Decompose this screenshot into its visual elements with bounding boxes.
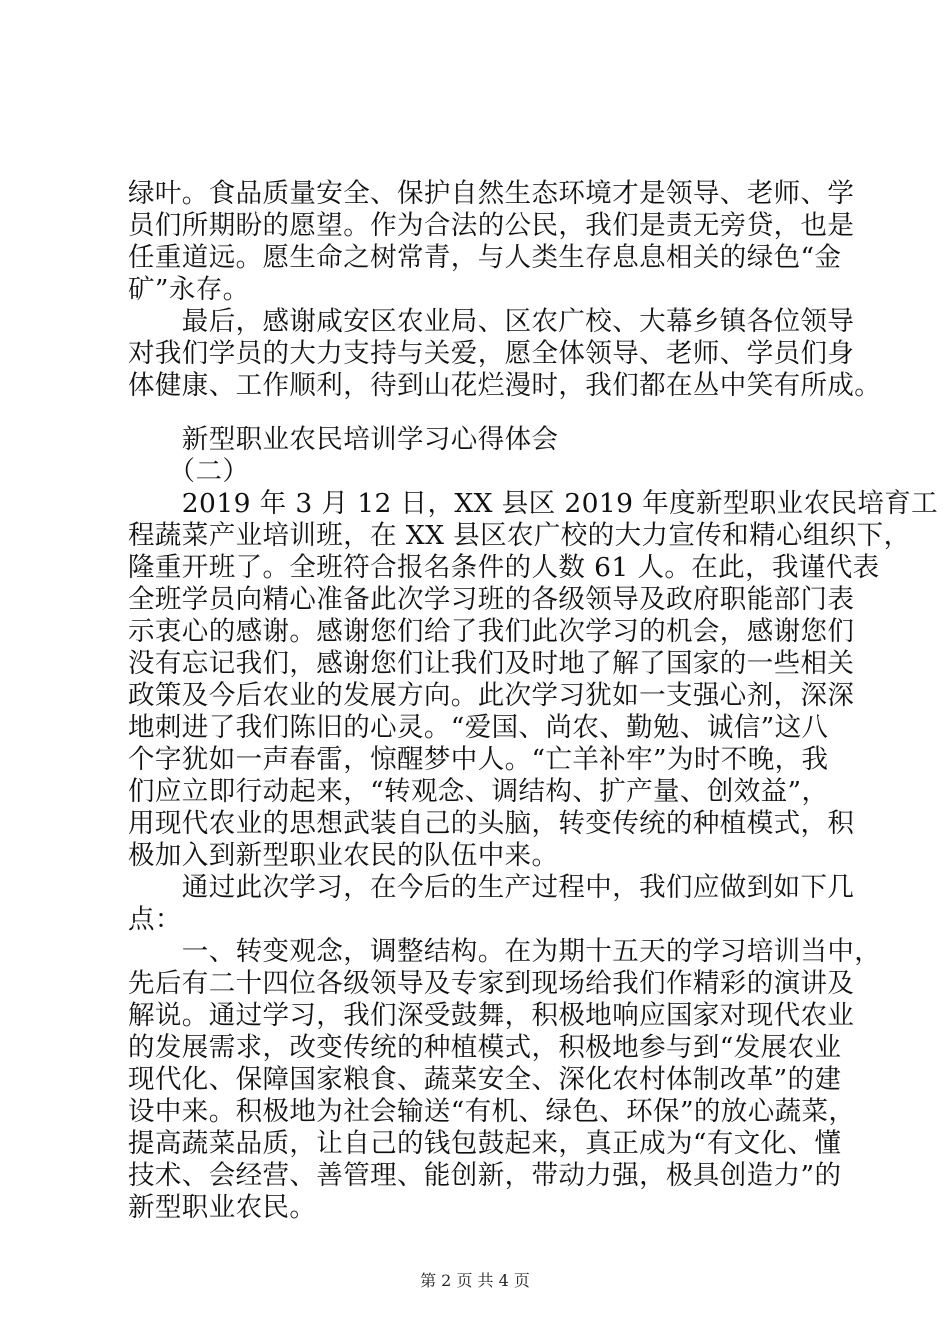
text-line: 点： [128,904,182,935]
text-line: 新型职业农民。 [128,1192,317,1223]
text-line: 设中来。积极地为社会输送“有机、绿色、环保”的放心蔬菜， [128,1096,856,1127]
page-number-footer: 第 2 页 共 4 页 [420,1271,530,1290]
text-line: 程蔬菜产业培训班，在 XX 县区农广校的大力宣传和精心组织下， [128,520,911,551]
text-line: 2019 年 3 月 12 日，XX 县区 2019 年度新型职业农民培育工 [128,488,939,519]
text-line: 一、转变观念，调整结构。在为期十五天的学习培训当中， [128,936,882,967]
text-line: 解说。通过学习，我们深受鼓舞，积极地响应国家对现代农业 [128,1000,855,1031]
text-line: 隆重开班了。全班符合报名条件的人数 61 人。在此，我谨代表 [128,552,880,583]
text-line: 用现代农业的思想武装自己的头脑，转变传统的种植模式，积 [128,808,855,839]
text-line: 个字犹如一声春雷，惊醒梦中人。“亡羊补牢”为时不晚，我 [128,744,829,775]
text-line: 们应立即行动起来，“转观念、调结构、扩产量、创效益”， [128,776,829,807]
text-line: 员们所期盼的愿望。作为合法的公民，我们是责无旁贷，也是 [128,210,855,241]
text-line: 体健康、工作顺利，待到山花烂漫时，我们都在丛中笑有所成。 [128,370,882,401]
text-line: 极加入到新型职业农民的队伍中来。 [128,840,559,871]
text-line: 通过此次学习，在今后的生产过程中，我们应做到如下几 [128,872,855,903]
text-line: 提高蔬菜品质，让自己的钱包鼓起来，真正成为“有文化、懂 [128,1128,842,1159]
text-line: 对我们学员的大力支持与关爱，愿全体领导、老师、学员们身 [128,338,855,369]
text-line: 技术、会经营、善管理、能创新，带动力强，极具创造力”的 [128,1160,842,1191]
section-subtitle: （二） [128,456,250,487]
text-line: 政策及今后农业的发展方向。此次学习犹如一支强心剂，深深 [128,680,855,711]
text-line: 绿叶。食品质量安全、保护自然生态环境才是领导、老师、学 [128,178,855,209]
text-line: 现代化、保障国家粮食、蔬菜安全、深化农村体制改革”的建 [128,1064,842,1095]
text-line: 任重道远。愿生命之树常青，与人类生存息息相关的绿色“金 [128,242,842,273]
text-line: 全班学员向精心准备此次学习班的各级领导及政府职能部门表 [128,584,855,615]
text-line: 没有忘记我们，感谢您们让我们及时地了解了国家的一些相关 [128,648,855,679]
text-line: 最后，感谢咸安区农业局、区农广校、大幕乡镇各位领导 [128,306,855,337]
text-line: 先后有二十四位各级领导及专家到现场给我们作精彩的演讲及 [128,968,855,999]
text-line: 矿”永存。 [128,274,250,305]
section-title: 新型职业农民培训学习心得体会 [128,424,559,455]
text-line: 的发展需求，改变传统的种植模式，积极地参与到“发展农业 [128,1032,842,1063]
text-line: 示衷心的感谢。感谢您们给了我们此次学习的机会，感谢您们 [128,616,855,647]
text-line: 地刺进了我们陈旧的心灵。“爱国、尚农、勤勉、诚信”这八 [128,712,829,743]
